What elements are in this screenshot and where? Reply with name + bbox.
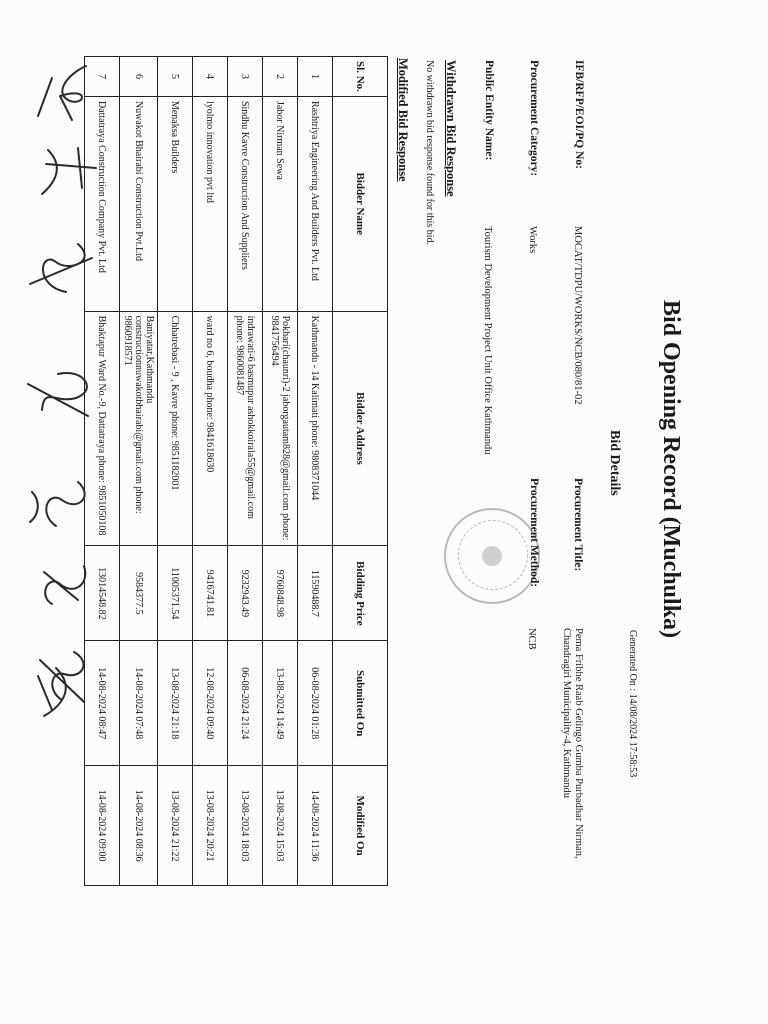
row-modified: 14-08-2024 09:00: [85, 766, 120, 886]
row-modified: 14-08-2024 08:36: [120, 766, 158, 886]
row-bidder-address: Bhaktapur Ward No.-9, Dattatraya phone: 9851050108: [85, 311, 120, 546]
row-bidder-name: Dattatraya Construction Company Pvt. Ltd: [85, 96, 120, 311]
col-bidding-price: Bidding Price: [333, 546, 388, 641]
handwritten-signature-icon: [42, 148, 96, 194]
row-sl: 2: [263, 57, 298, 97]
row-bidder-name: Sindhu Kavre Construction And Suppliers: [228, 96, 263, 311]
withdrawn-text: No withdrawn bid response found for this bid.: [424, 60, 435, 245]
row-price: 9416741.81: [193, 546, 228, 641]
row-price: 9584377.5: [120, 546, 158, 641]
handwritten-signature-icon: [30, 482, 85, 526]
col-modified-on: Modified On: [333, 766, 388, 886]
row-bidder-address: indrawati-6 basmupur ashokkoirala55@gmail.com phone: 9860081487: [228, 311, 263, 546]
row-sl: 5: [158, 57, 193, 97]
row-submitted: 13-08-2024 14:49: [263, 641, 298, 766]
withdrawn-heading: Withdrawn Bid Response: [444, 60, 458, 197]
category-label: Procurement Category:: [528, 60, 540, 177]
ifb-value: MOCAT/TDPU/WORKS/NCB/080/81-02: [572, 226, 583, 405]
category-value: Works: [527, 226, 538, 254]
handwritten-signature-icon: [44, 566, 85, 604]
handwritten-signature-icon: [38, 668, 66, 716]
row-bidder-address: Chhatrebasi - 9 , Kavre phone: 9851182001: [158, 311, 193, 546]
procurement-title-value: Pema Fribhe Raab Gelingo Gumba Purbadhar Nirman, Chandragiri Municipality-4, Kathmandu: [561, 628, 584, 859]
row-modified: 13-08-2024 21:22: [158, 766, 193, 886]
row-bidder-address: Baniyatar,Kathmandu constructionnuwakotbhairabi@gmail.com phone: 9860918571: [120, 311, 158, 546]
handwritten-signature-icon: [30, 244, 92, 292]
procurement-title-label: Procurement Title:: [572, 478, 584, 572]
row-price: 9232943.49: [228, 546, 263, 641]
handwritten-signature-icon: [28, 373, 88, 416]
col-bidder-address: Bidder Address: [333, 311, 388, 546]
bid-details-heading: Bid Details: [607, 430, 622, 496]
row-submitted: 14-08-2024 07:48: [120, 641, 158, 766]
row-bidder-name: lyolmo innovation pvt ltd: [193, 96, 228, 311]
row-bidder-name: Rashtriya Engineering And Builders Pvt. Ltd: [298, 96, 333, 311]
row-bidder-address: Kathmandu - 14 Kalimati phone: 9808371044: [298, 311, 333, 546]
row-modified: 13-08-2024 18:03: [228, 766, 263, 886]
row-bidder-address: Pokhari(chaunri)-2 jaborgautam828@gmail.com phone: 9841756494: [263, 311, 298, 546]
entity-value: Tourism Development Project Unit Office Kathmandu: [482, 226, 493, 455]
row-bidder-name: Jabor Nirman Sewa: [263, 96, 298, 311]
row-sl: 4: [193, 57, 228, 97]
row-modified: 13-08-2024 15:03: [263, 766, 298, 886]
row-price: 11590488.7: [298, 546, 333, 641]
row-sl: 7: [85, 57, 120, 97]
col-bidder-name: Bidder Name: [333, 96, 388, 311]
page-title: Bid Opening Record (Muchulka): [658, 300, 684, 639]
generated-on: Generated On : 14/08/2024 17:58:53: [627, 630, 638, 778]
row-sl: 3: [228, 57, 263, 97]
modified-heading: Modified Bid Response: [396, 58, 410, 182]
row-submitted: 13-08-2024 21:18: [158, 641, 193, 766]
row-price: 11005371.54: [158, 546, 193, 641]
row-price: 13014548.82: [85, 546, 120, 641]
row-bidder-address: ward no 6, boudha phone: 9841618630: [193, 311, 228, 546]
procurement-method-label: Procurement Method:: [528, 478, 540, 588]
row-modified: 14-08-2024 11:36: [298, 766, 333, 886]
row-modified: 13-08-2024 20:21: [193, 766, 228, 886]
row-submitted: 12-08-2024 09:40: [193, 641, 228, 766]
row-bidder-name: Nuwakot Bhairabi Construction Pvt.Ltd: [120, 96, 158, 311]
row-submitted: 14-08-2024 08:47: [85, 641, 120, 766]
row-sl: 6: [120, 57, 158, 97]
row-submitted: 06-08-2024 01:28: [298, 641, 333, 766]
entity-label: Public Entity Name:: [483, 60, 495, 161]
handwritten-signature-icon: [38, 66, 86, 120]
col-submitted-on: Submitted On: [333, 641, 388, 766]
row-price: 9760848.98: [263, 546, 298, 641]
row-sl: 1: [298, 57, 333, 97]
ifb-label: IFB/RFP/EOI/PQ No:: [573, 60, 585, 169]
row-submitted: 06-08-2024 21:24: [228, 641, 263, 766]
col-sl-no: Sl. No.: [333, 57, 388, 97]
procurement-method-value: NCB: [526, 628, 537, 650]
row-bidder-name: Menaksa Builders: [158, 96, 193, 311]
